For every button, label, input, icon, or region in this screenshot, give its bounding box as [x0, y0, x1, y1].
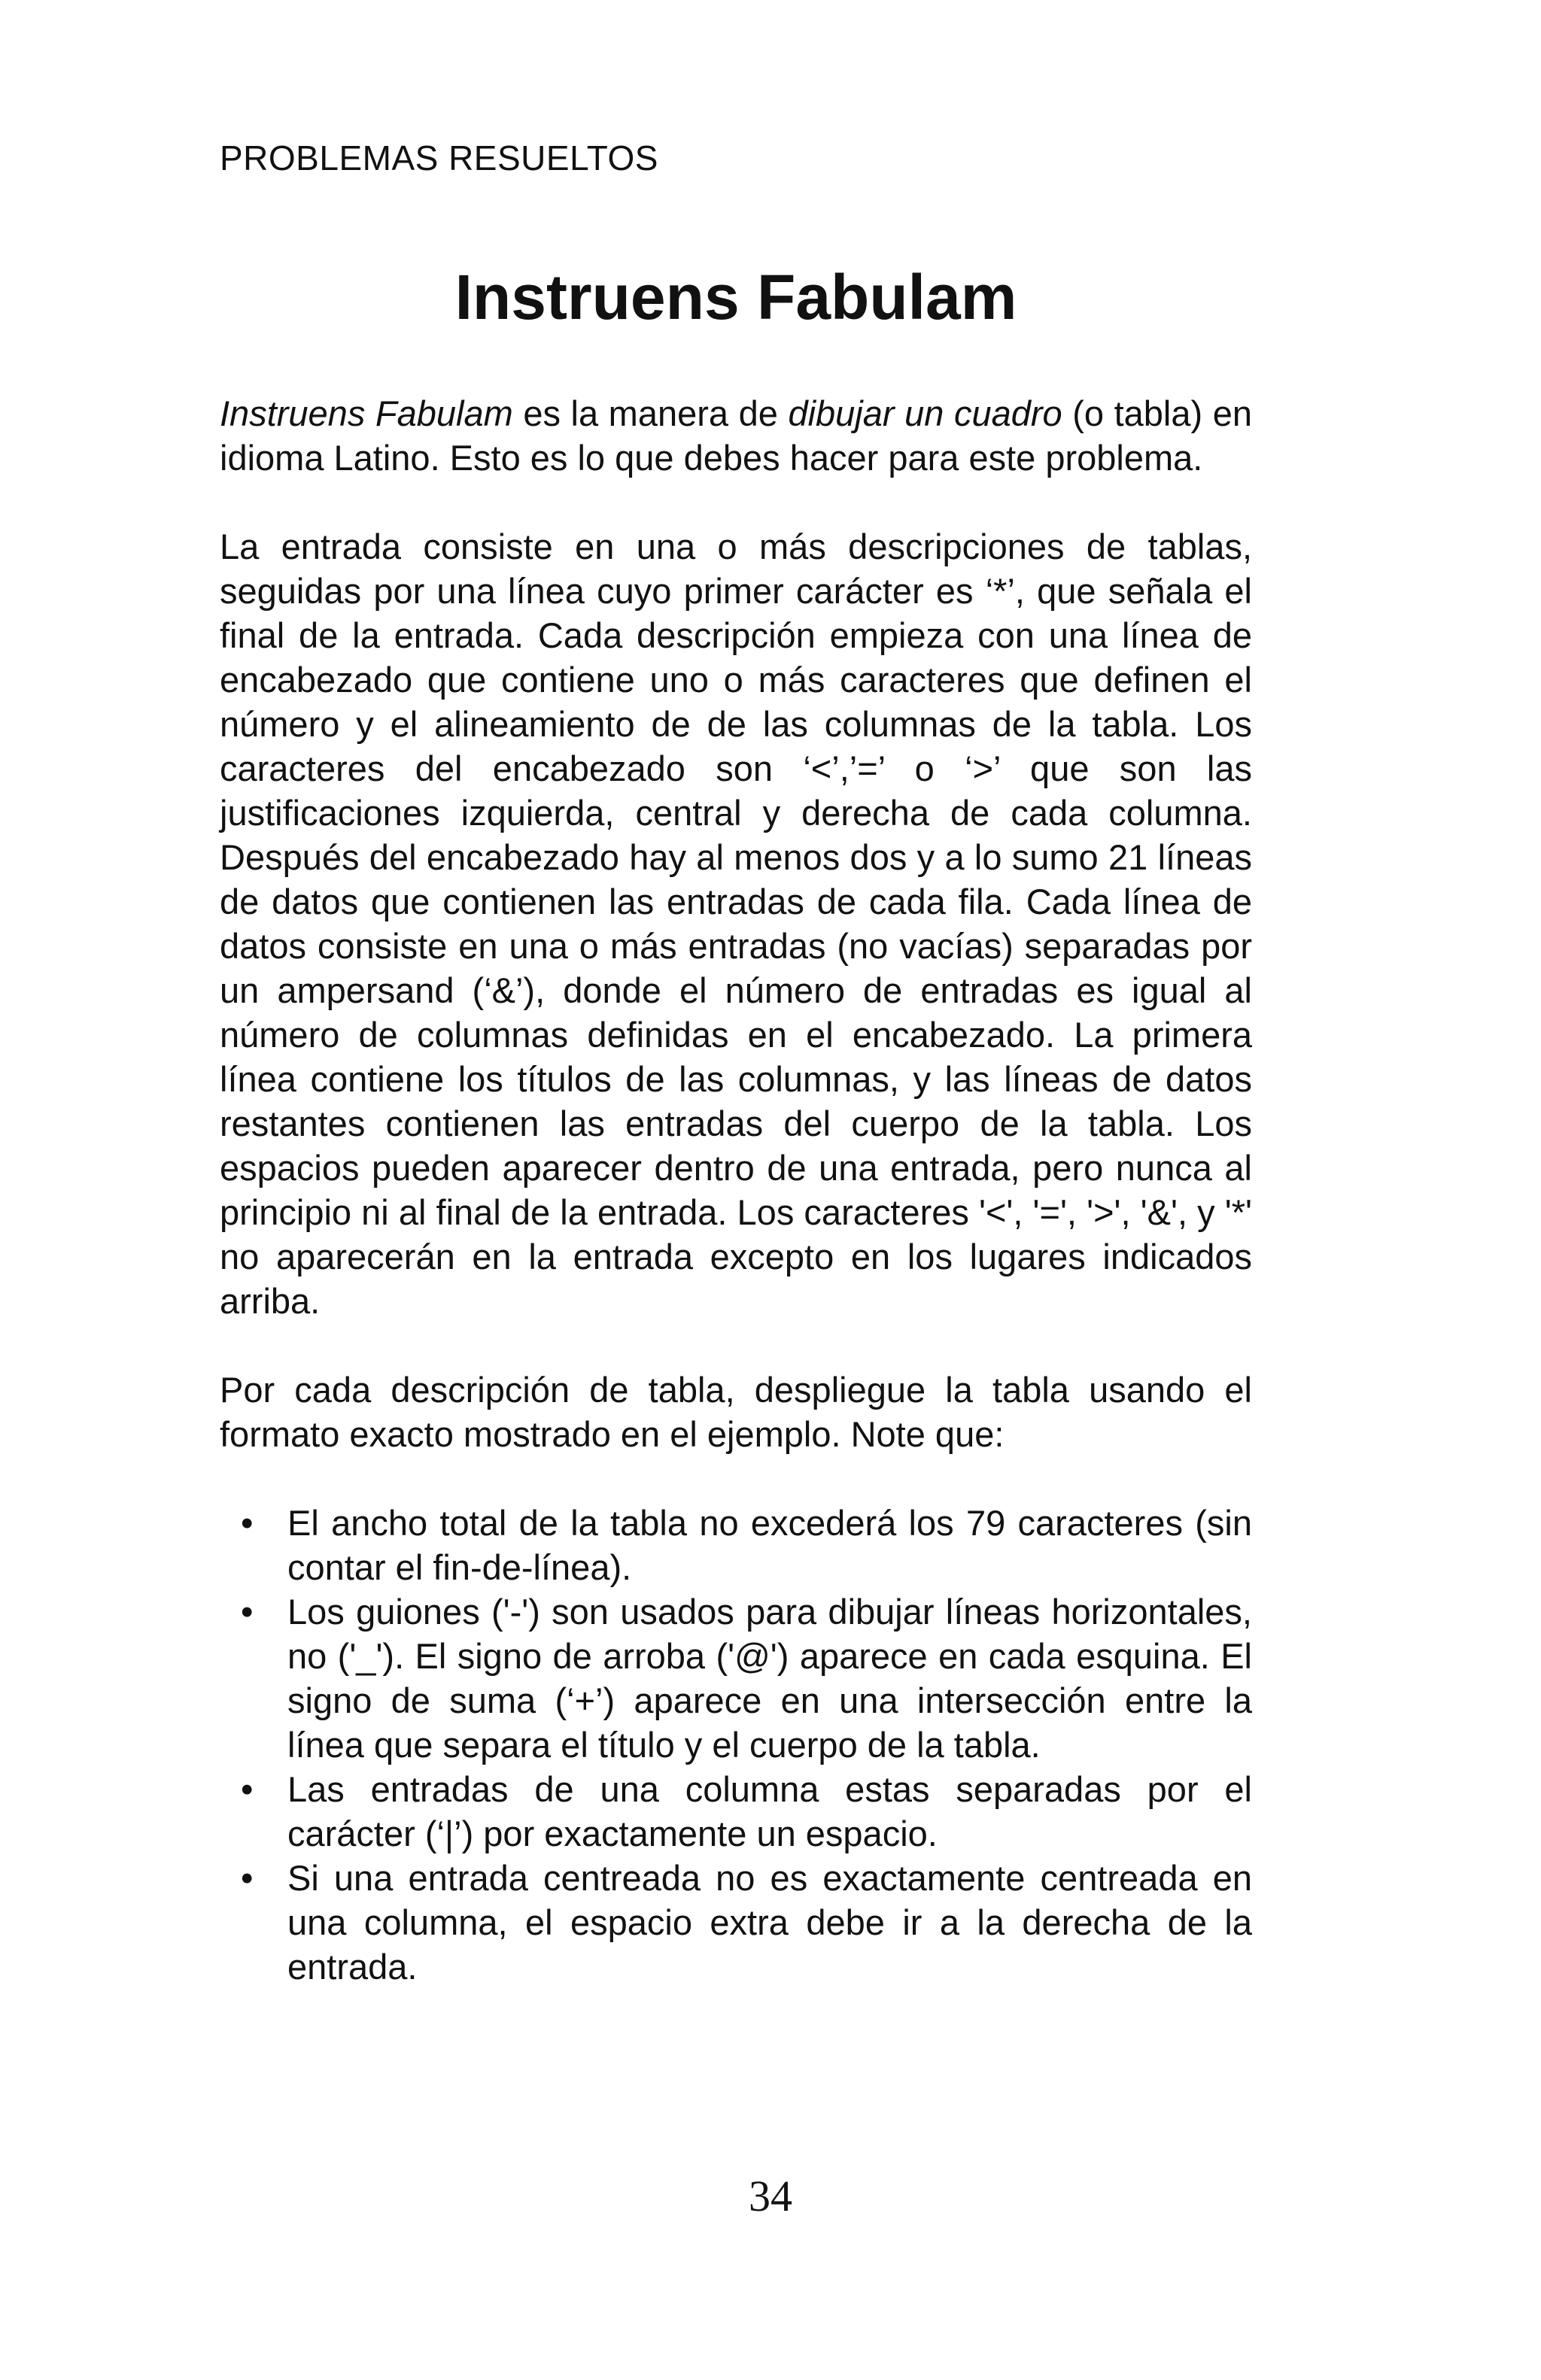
bullet-icon: •	[241, 1592, 254, 1632]
page-title: Instruens Fabulam	[454, 262, 1017, 332]
note-item	[220, 1589, 1252, 1767]
input-description-paragraph: La entrada consiste en una o más descripciones de tablas, seguidas por una línea cuyo primer carácter es ‘*’, que señala el final de la entrada. Cada descripción empieza con una línea de encabezado que contiene uno o más caracteres que definen el número y el alineamiento de de las columnas de la tabla. Los caracteres del encabezado son ‘<’,’=’ o ‘>’ que son las justificaciones izquierda, central y derecha de cada columna. Después del encabezado hay al menos dos y a lo sumo 21 líneas de datos que contienen las entradas de cada fila. Cada línea de datos consiste en una o más entradas (no vacías) separadas por un ampersand (‘&’), donde el número de entradas es igual al número de columnas definidas en el encabezado. La primera línea contiene los títulos de las columnas, y las líneas de datos restantes contienen las entradas del cuerpo de la tabla. Los espacios pueden aparecer dentro de una entrada, pero nunca al principio ni al final de la entrada. Los caracteres '<', '=', '>', '&', y '*' no aparecerán en la entrada excepto en los lugares indicados arriba.	[220, 527, 1252, 1321]
note-item	[220, 1856, 1252, 1989]
note-item	[220, 1767, 1252, 1856]
running-header: PROBLEMAS RESUELTOS	[220, 138, 658, 178]
intro-term-dibujar: dibujar un cuadro	[788, 393, 1062, 433]
bullet-icon: •	[241, 1503, 254, 1543]
intro-term-instruens: Instruens Fabulam	[220, 393, 513, 433]
note-text: Si una entrada centreada no es exactamente centreada en una columna, el espacio extra debe ir a la derecha de la entrada.	[287, 1858, 1252, 1987]
bullet-icon: •	[241, 1769, 254, 1809]
bullet-icon: •	[241, 1858, 254, 1898]
page-number: 34	[749, 2172, 792, 2221]
intro-text-1: es la manera de	[512, 393, 789, 433]
output-description-paragraph: Por cada descripción de tabla, despliegue la tabla usando el formato exacto mostrado en el ejemplo. Note que:	[220, 1370, 1252, 1454]
intro-text-2: (o tabla) en idioma Latino. Esto es lo que debes hacer para este problema.	[220, 393, 1252, 478]
note-text: Los guiones ('-') son usados para dibujar líneas horizontales, no ('_'). El signo de arroba ('@') aparece en cada esquina. El signo de suma (‘+’) aparece en una intersección entre la línea que separa el título y el cuerpo de la tabla.	[287, 1592, 1252, 1765]
intro-paragraph	[220, 391, 1252, 480]
note-text: El ancho total de la tabla no excederá los 79 caracteres (sin contar el fin-de-línea).	[287, 1503, 1252, 1587]
note-text: Las entradas de una columna estas separadas por el carácter (‘|’) por exactamente un espacio.	[287, 1769, 1252, 1853]
body-text	[220, 391, 1252, 1989]
note-item	[220, 1501, 1252, 1589]
notes-list	[220, 1501, 1252, 1989]
